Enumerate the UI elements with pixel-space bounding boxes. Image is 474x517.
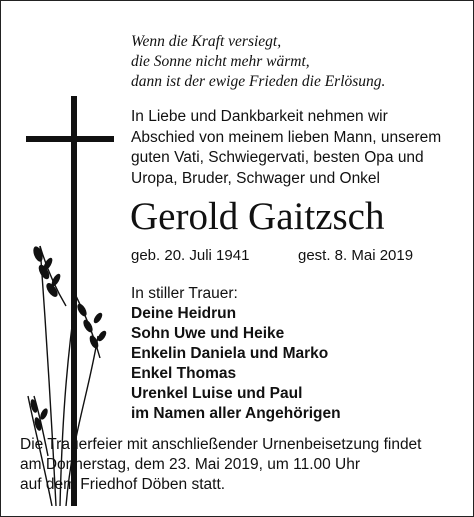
birth-date: geb. 20. Juli 1941 — [131, 247, 250, 264]
mourner: Deine Heidrun — [131, 305, 237, 322]
intro-line: Uropa, Bruder, Schwager und Onkel — [131, 169, 380, 187]
mourner: Urenkel Luise und Paul — [131, 385, 303, 402]
funeral-line: am Donnerstag, dem 23. Mai 2019, um 11.00 Uhr — [20, 456, 361, 473]
deceased-name: Gerold Gaitzsch — [130, 195, 385, 238]
funeral-line: Die Trauerfeier mit anschließender Urnenbeisetzung findet — [20, 436, 422, 453]
intro-line: guten Vati, Schwiegervati, besten Opa und — [131, 149, 424, 166]
poem-line: dann ist der ewige Frieden die Erlösung. — [131, 73, 386, 90]
intro-text — [131, 107, 441, 189]
funeral-line: auf dem Friedhof Döben statt. — [20, 476, 226, 493]
mourner: Enkel Thomas — [131, 365, 237, 382]
poem-line: Wenn die Kraft versiegt, — [131, 33, 282, 50]
mourner: im Namen aller Angehörigen — [131, 405, 341, 422]
mourners-list — [131, 284, 341, 424]
intro-line: In Liebe und Dankbarkeit nehmen wir — [131, 108, 388, 125]
poem — [131, 32, 385, 92]
mourner: Sohn Uwe und Heike — [131, 325, 285, 342]
intro-line: Abschied von meinem lieben Mann, unserem — [131, 128, 442, 146]
poem-line: die Sonne nicht mehr wärmt, — [131, 53, 310, 70]
mourners-heading: In stiller Trauer: — [131, 285, 238, 302]
mourner: Enkelin Daniela und Marko — [131, 345, 329, 362]
funeral-info — [20, 435, 422, 495]
death-date: gest. 8. Mai 2019 — [298, 247, 414, 264]
